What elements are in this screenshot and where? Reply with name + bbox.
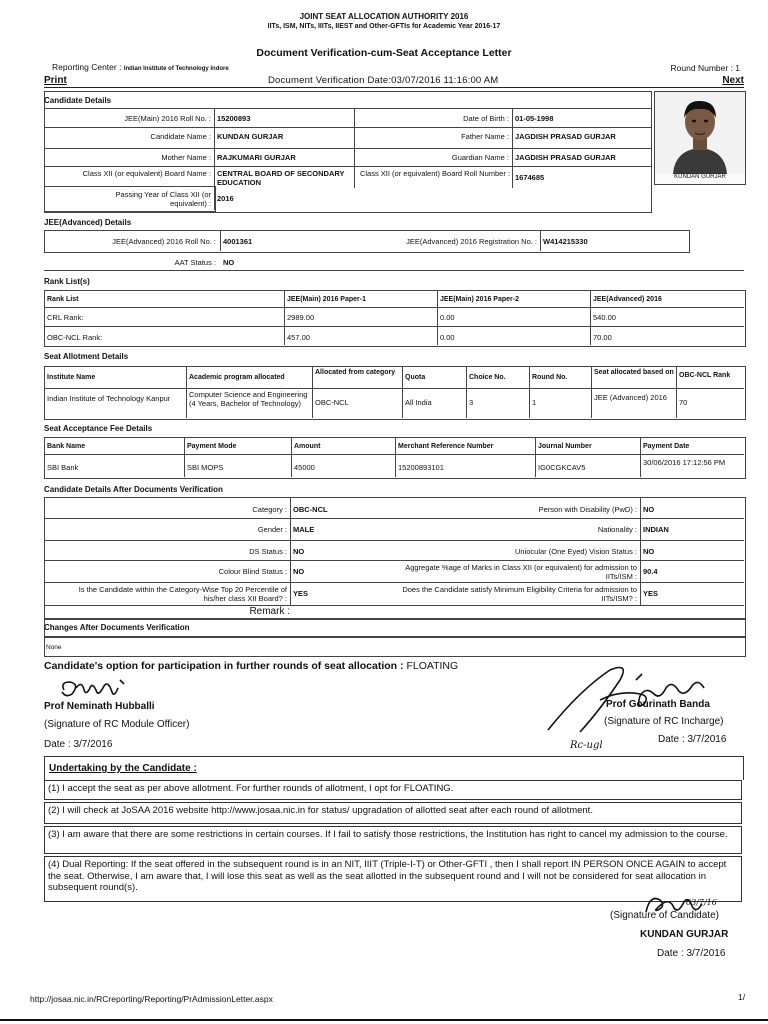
changes-section-title: Changes After Documents Verification — [44, 623, 190, 632]
col-divider — [529, 366, 530, 418]
eligibility-value: YES — [643, 589, 659, 598]
col-divider — [466, 366, 467, 418]
fee-header: Bank Name — [47, 443, 86, 450]
row-divider — [44, 540, 744, 541]
aat-label: AAT Status : — [174, 258, 216, 267]
candidate-signature-label: (Signature of Candidate) — [610, 910, 719, 921]
category-label: Category : — [252, 505, 287, 514]
rank-header: JEE(Main) 2016 Paper-2 — [440, 296, 519, 303]
uniocular-label: Uniocular (One Eyed) Vision Status : — [514, 547, 637, 556]
adv-reg-value: W414215330 — [543, 237, 588, 246]
board-name-value: CENTRAL BOARD OF SECONDARY EDUCATION — [217, 169, 345, 187]
roll-no-label: JEE(Main) 2016 Roll No. : — [124, 114, 211, 123]
mother-name-value: RAJKUMARI GURJAR — [217, 153, 296, 162]
footer-url: http://josaa.nic.in/RCreporting/Reporting/PrAdmissionLetter.aspx — [30, 994, 273, 1004]
footer-page: 1/ — [738, 992, 746, 1002]
ds-value: NO — [293, 547, 305, 556]
rank-cell: 2989.00 — [287, 313, 315, 322]
col-divider — [590, 290, 591, 345]
undertaking-item: (1) I accept the seat as per above allotment. For further rounds of allotment, I opt for FLOATING. — [44, 780, 742, 800]
allotment-cell: 3 — [469, 398, 474, 407]
changes-value: None — [46, 644, 62, 651]
adv-roll-label: JEE(Advanced) 2016 Roll No. : — [112, 237, 216, 246]
colour-blind-value: NO — [293, 567, 305, 576]
aggregate-label: Aggregate %age of Marks in Class XII (or equivalent) for admission to IITs/ISM : — [405, 563, 637, 581]
print-link[interactable]: Print — [44, 75, 67, 86]
guardian-name-label: Guardian Name : — [451, 153, 509, 162]
module-officer-signature-icon — [58, 676, 128, 702]
adv-roll-value: 4001361 — [223, 237, 253, 246]
candidate-name-label: Candidate Name : — [150, 132, 211, 141]
header-line2: IITs, ISM, NITs, IIITs, IIEST and Other-GFTIs for Academic Year 2016-17 — [267, 23, 501, 30]
row-divider — [44, 307, 744, 308]
undertaking-title: Undertaking by the Candidate : — [49, 763, 197, 774]
next-link[interactable]: Next — [722, 75, 744, 86]
rank-cell: 0.00 — [440, 333, 455, 342]
rank-cell: 457.00 — [287, 333, 310, 342]
row-divider — [44, 605, 744, 606]
col-divider — [284, 290, 285, 345]
col-divider — [676, 366, 677, 418]
col-divider — [354, 108, 355, 188]
allotment-cell: Computer Science and Engineering (4 Years, Bachelor of Technology) — [189, 390, 308, 408]
allotment-header: Choice No. — [469, 374, 506, 381]
option-line — [44, 660, 458, 672]
rc-handwritten-mark: Rc-ugl — [570, 740, 603, 751]
col-divider — [184, 437, 185, 477]
col-divider — [540, 230, 541, 251]
allotment-header: OBC-NCL Rank — [679, 372, 731, 379]
top20-value: YES — [293, 589, 309, 598]
rank-cell: 70.00 — [593, 333, 612, 342]
col-divider — [395, 437, 396, 477]
remark-label: Remark : — [249, 606, 290, 617]
aggregate-value: 90.4 — [643, 567, 658, 576]
reporting-center-value: Indian Institute of Technology Indore — [123, 66, 229, 72]
category-value: OBC-NCL — [293, 505, 328, 514]
roll-no-value: 15200893 — [217, 114, 251, 123]
module-officer-role: (Signature of RC Module Officer) — [44, 719, 190, 730]
option-label: Candidate's option for participation in further rounds of seat allocation : — [44, 660, 404, 672]
allotment-header: Seat allocated based on — [594, 369, 674, 376]
rank-cell: OBC-NCL Rank: — [47, 333, 103, 342]
advanced-section-title: JEE(Advanced) Details — [44, 218, 132, 227]
col-divider — [512, 108, 513, 188]
passing-year-label: Passing Year of Class XII (or equivalent) : — [115, 190, 211, 208]
option-value: FLOATING — [406, 660, 459, 672]
col-divider — [437, 290, 438, 345]
page-title: Document Verification-cum-Seat Acceptance Letter — [256, 47, 512, 59]
col-divider — [291, 437, 292, 477]
rc-incharge-role: (Signature of RC Incharge) — [604, 716, 724, 727]
rank-header: Rank List — [47, 296, 79, 303]
undertaking-item: (4) Dual Reporting: If the seat offered in the subsequent round is in an NIT, IIIT (Triple-I-T) or Other-GFTI , then I shall report IN PERSON ONCE AGAIN to accept the seat. Otherwise, I am aware that, I will lose this seat as well as the seat allotted in the subsequent round and I will not be considered for seat allocation in subsequent round(s). — [44, 856, 742, 902]
fee-header: Payment Date — [643, 443, 690, 450]
allotment-header: Quota — [405, 374, 426, 381]
mother-name-label: Mother Name : — [161, 153, 211, 162]
col-divider — [312, 366, 313, 418]
after-section-title: Candidate Details After Documents Verification — [44, 485, 223, 494]
bottom-edge — [0, 1019, 768, 1021]
round-number: Round Number : 1 — [670, 63, 740, 73]
reporting-center-label: Reporting Center : — [52, 62, 122, 72]
fee-cell: SBI Bank — [47, 463, 79, 472]
col-divider — [591, 366, 592, 418]
father-name-value: JAGDISH PRASAD GURJAR — [515, 132, 616, 141]
person-photo-icon — [655, 92, 745, 174]
col-divider — [290, 497, 291, 605]
board-roll-value: 1674685 — [515, 173, 545, 182]
row-divider — [44, 388, 744, 389]
module-officer-name: Prof Neminath Hubballi — [44, 701, 155, 712]
fee-cell: 15200893101 — [398, 463, 444, 472]
candidate-name-footer: KUNDAN GURJAR — [640, 929, 729, 940]
module-officer-date: Date : 3/7/2016 — [44, 739, 113, 750]
rank-cell: CRL Rank: — [47, 313, 84, 322]
fee-cell: 45000 — [294, 463, 315, 472]
col-divider — [186, 366, 187, 418]
header-line1: JOINT SEAT ALLOCATION AUTHORITY 2016 — [299, 12, 469, 21]
fee-header: Journal Number — [538, 443, 592, 450]
candidate-section-title: Candidate Details — [44, 96, 112, 105]
aat-value: NO — [223, 258, 235, 267]
header-divider — [44, 87, 744, 88]
candidate-name-value: KUNDAN GURJAR — [217, 132, 284, 141]
undertaking-header — [44, 756, 744, 780]
photo-caption: KUNDAN GURJAR — [674, 174, 726, 180]
col-divider — [402, 366, 403, 418]
undertaking-item: (2) I will check at JoSAA 2016 website http://www.josaa.nic.in for status/ upgradation of allotted seat after each round of allotment. — [44, 802, 742, 824]
allotment-header: Academic program allocated — [189, 374, 285, 381]
fee-section-title: Seat Acceptance Fee Details — [44, 424, 153, 433]
allotment-cell: Indian Institute of Technology Kanpur — [47, 394, 171, 403]
col-divider — [640, 437, 641, 477]
dob-label: Date of Birth : — [463, 114, 509, 123]
row-divider — [44, 326, 744, 327]
col-divider — [535, 437, 536, 477]
allotment-cell: 1 — [532, 398, 537, 407]
father-name-label: Father Name : — [461, 132, 509, 141]
allotment-cell: OBC-NCL — [315, 398, 349, 407]
col-divider — [640, 497, 641, 605]
allotment-header: Allocated from category — [315, 369, 396, 376]
rc-incharge-date: Date : 3/7/2016 — [658, 734, 727, 745]
rank-cell: 540.00 — [593, 313, 616, 322]
allotment-header: Round No. — [532, 374, 568, 381]
fee-header: Amount — [294, 443, 321, 450]
row-divider — [44, 560, 744, 561]
rank-header: JEE(Main) 2016 Paper-1 — [287, 296, 366, 303]
dob-value: 01-05-1998 — [515, 114, 554, 123]
passing-year-value: 2016 — [217, 194, 234, 203]
col-divider — [214, 108, 215, 210]
row-divider — [44, 454, 744, 455]
allotment-cell: 70 — [679, 398, 688, 407]
allotment-cell: JEE (Advanced) 2016 — [594, 393, 667, 402]
candidate-photo — [654, 91, 746, 185]
candidate-date: Date : 3/7/2016 — [657, 948, 726, 959]
reporting-center — [52, 62, 229, 72]
board-name-label: Class XII (or equivalent) Board Name : — [82, 169, 211, 178]
guardian-name-value: JAGDISH PRASAD GURJAR — [515, 153, 616, 162]
allotment-cell: All India — [405, 398, 432, 407]
fee-header: Merchant Reference Number — [398, 443, 494, 450]
pwd-value: NO — [643, 505, 655, 514]
pwd-label: Person with Disability (PwD) : — [538, 505, 637, 514]
rank-cell: 0.00 — [440, 313, 455, 322]
allotment-section-title: Seat Allotment Details — [44, 352, 129, 361]
board-roll-label: Class XII (or equivalent) Board Roll Number : — [359, 169, 510, 178]
col-divider — [220, 230, 221, 251]
changes-value-box — [44, 636, 746, 657]
gender-value: MALE — [293, 525, 315, 534]
adv-reg-label: JEE(Advanced) 2016 Registration No. : — [406, 237, 537, 246]
nationality-label: Nationality : — [597, 525, 637, 534]
fee-header: Payment Mode — [187, 443, 237, 450]
rank-header: JEE(Advanced) 2016 — [593, 296, 662, 303]
undertaking-item: (3) I am aware that there are some restrictions in certain courses. If I fail to satisfy those restrictions, the Institution has right to cancel my admission to the course. — [44, 826, 742, 854]
nationality-value: INDIAN — [643, 525, 669, 534]
ds-label: DS Status : — [249, 547, 287, 556]
row-divider — [44, 582, 744, 583]
rank-section-title: Rank List(s) — [44, 277, 90, 286]
rc-incharge-name: Prof Gourinath Banda — [606, 699, 710, 710]
section-divider — [44, 270, 744, 271]
allotment-header: Institute Name — [47, 374, 96, 381]
colour-blind-label: Colour Blind Status : — [218, 567, 287, 576]
gender-label: Gender : — [257, 525, 287, 534]
top20-label: Is the Candidate within the Category-Wise Top 20 Percentile of his/her class XII Board? : — [78, 585, 287, 603]
fee-cell: SBI MOPS — [187, 463, 224, 472]
uniocular-value: NO — [643, 547, 655, 556]
candidate-handwritten-date: 03/7/16 — [686, 898, 717, 907]
verification-date: Document Verification Date:03/07/2016 11:16:00 AM — [268, 75, 499, 86]
row-divider — [44, 518, 744, 519]
eligibility-label: Does the Candidate satisfy Minimum Eligibility Criteria for admission to IITs/ISM? : — [402, 585, 637, 603]
fee-cell: 30/06/2016 17:12:56 PM — [643, 458, 726, 467]
fee-cell: IG0CGKCAV5 — [538, 463, 586, 472]
